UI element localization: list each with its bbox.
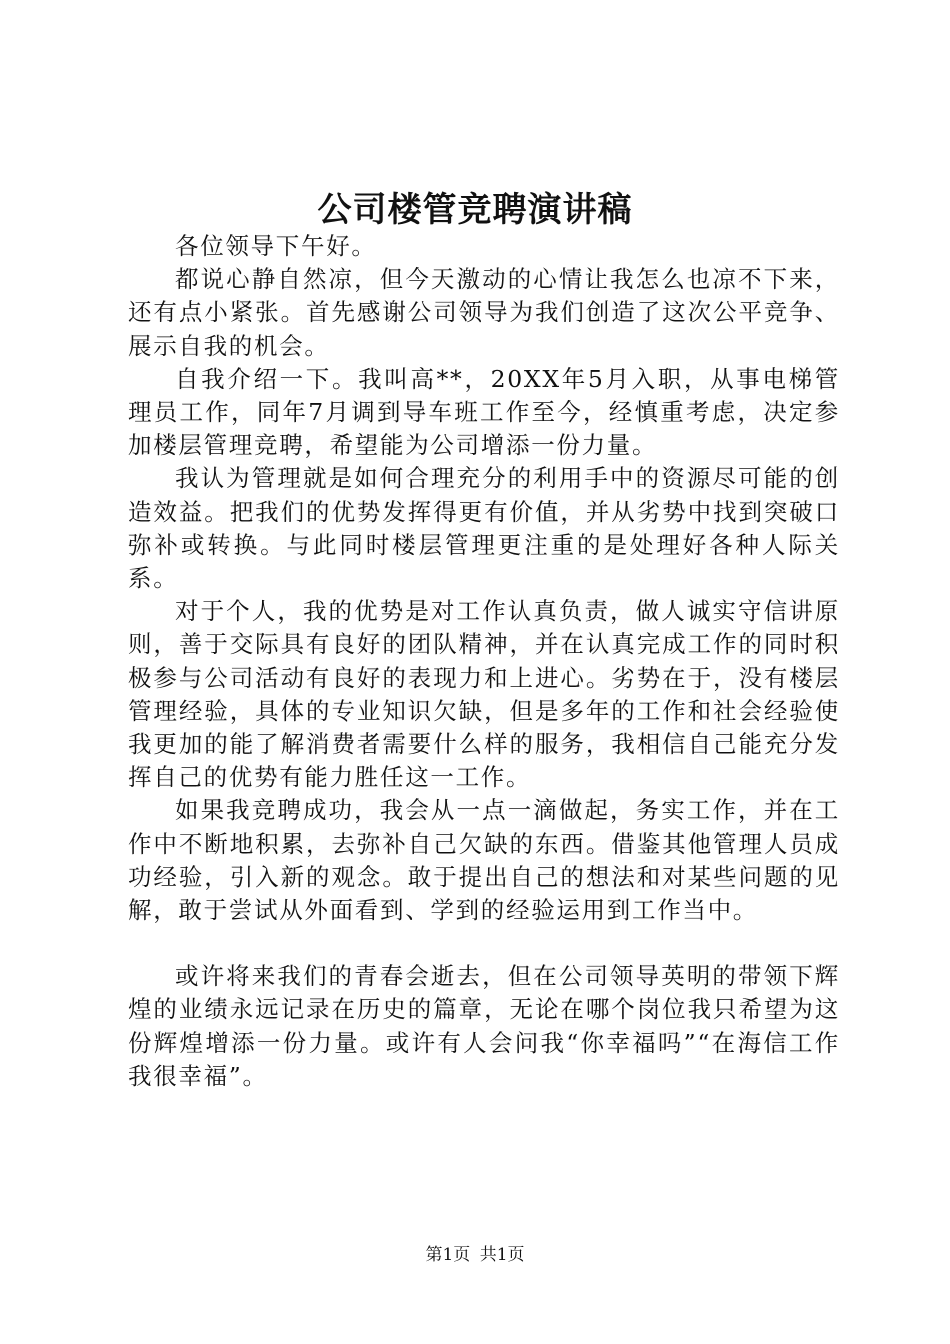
document-body [128,230,840,1093]
page-total: 共1页 [479,1245,525,1265]
paragraph-self-introduction: 自我介绍一下。我叫高**，20XX年5月入职，从事电梯管理员工作，同年7月调到导车班工作至今，经慎重考虑，决定参加楼层管理竞聘，希望能为公司增添一份力量。 [128,364,840,460]
paragraph-management-view: 我认为管理就是如何合理充分的利用手中的资源尽可能的创造效益。把我们的优势发挥得更有价值，并从劣势中找到突破口弥补或转换。与此同时楼层管理更注重的是处理好各种人际关系。 [128,464,840,593]
document-title: 公司楼管竞聘演讲稿 [317,190,633,230]
paragraph-gap [128,927,840,960]
page-footer [0,1240,950,1270]
paragraph-strengths-weaknesses: 对于个人，我的优势是对工作认真负责，做人诚实守信讲原则，善于交际具有良好的团队精神，并在认真完成工作的同时积极参与公司活动有良好的表现力和上进心。劣势在于，没有楼层管理经验，具体的专业知识欠缺，但是多年的工作和社会经验使我更加的能了解消费者需要什么样的服务，我相信自己能充分发挥自己的优势有能力胜任这一工作。 [128,597,840,792]
page-number: 第1页 [425,1245,471,1265]
paragraph-opening: 都说心静自然凉，但今天激动的心情让我怎么也凉不下来，还有点小紧张。首先感谢公司领导为我们创造了这次公平竞争、展示自我的机会。 [128,265,840,360]
paragraph-plan: 如果我竞聘成功，我会从一点一滴做起，务实工作，并在工作中不断地积累，去弥补自己欠缺的东西。借鉴其他管理人员成功经验，引入新的观念。敢于提出自己的想法和对某些问题的见解，敢于尝试从外面看到、学到的经验运用到工作当中。 [128,796,840,925]
paragraph-closing: 或许将来我们的青春会逝去，但在公司领导英明的带领下辉煌的业绩永远记录在历史的篇章，无论在哪个岗位我只希望为这份辉煌增添一份力量。或许有人会问我“你幸福吗”“在海信工作我很幸福”。 [128,962,840,1090]
paragraph-greeting: 各位领导下午好。 [175,232,377,260]
